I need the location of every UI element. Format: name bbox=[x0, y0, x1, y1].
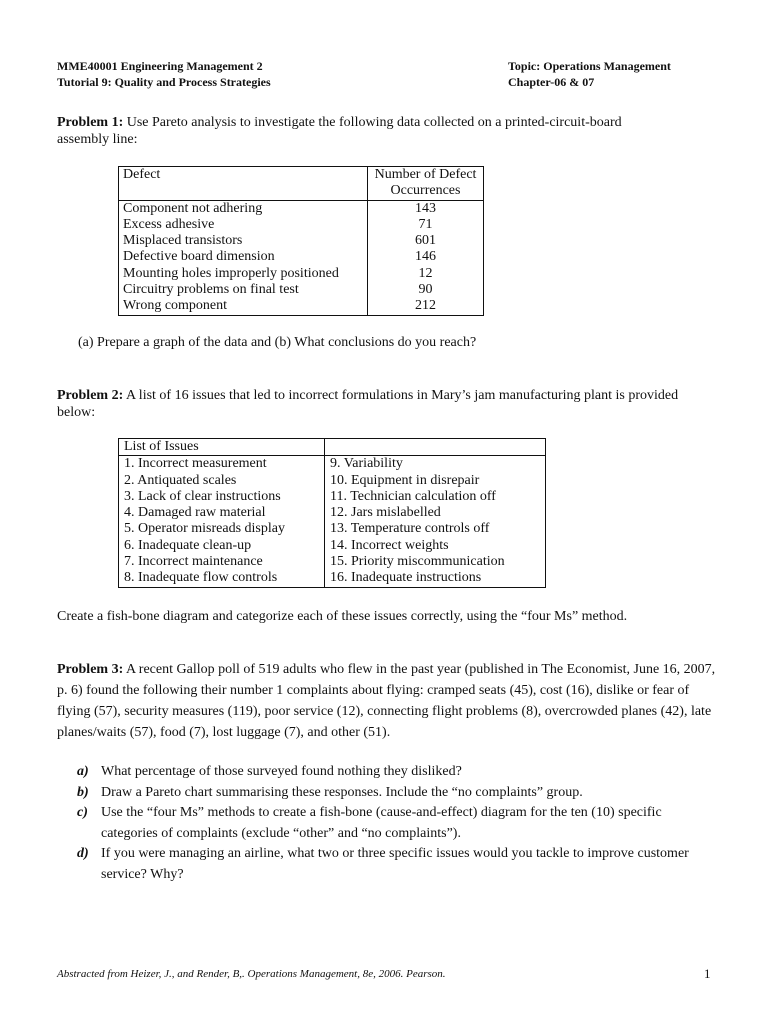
problem-1-text: Use Pareto analysis to investigate the following data collected on a printed-circuit-board assembly line: bbox=[57, 115, 622, 147]
problem-1-label: Problem 1: bbox=[57, 115, 124, 130]
question-letter: a) bbox=[77, 764, 89, 779]
problem-3-questions bbox=[77, 762, 717, 885]
defect-name-cell: Excess adhesive bbox=[119, 217, 368, 233]
defect-count-cell: 12 bbox=[368, 266, 484, 282]
question-item bbox=[77, 803, 717, 844]
defect-row bbox=[119, 217, 484, 233]
problem-3-statement bbox=[57, 659, 717, 743]
occurrences-header-line1: Number of Defect bbox=[374, 167, 477, 182]
question-letter: b) bbox=[77, 784, 89, 800]
issue-row bbox=[119, 570, 546, 587]
question-letter: c) bbox=[77, 805, 88, 820]
issue-row bbox=[119, 521, 546, 537]
defect-name-cell: Wrong component bbox=[119, 298, 368, 315]
defect-row bbox=[119, 298, 484, 315]
issues-table bbox=[118, 438, 546, 588]
problem-1-statement bbox=[57, 115, 677, 148]
issue-right-cell: 13. Temperature controls off bbox=[325, 521, 546, 537]
tutorial-title: Tutorial 9: Quality and Process Strategies bbox=[57, 75, 271, 89]
defect-row bbox=[119, 266, 484, 282]
issue-right-cell: 14. Incorrect weights bbox=[325, 538, 546, 554]
issue-row bbox=[119, 489, 546, 505]
issue-row bbox=[119, 554, 546, 570]
defect-row bbox=[119, 200, 484, 217]
defect-count-cell: 143 bbox=[368, 200, 484, 217]
topic-label: Topic: Operations Management bbox=[508, 59, 671, 73]
defect-name-cell: Misplaced transistors bbox=[119, 233, 368, 249]
issue-right-cell: 9. Variability bbox=[325, 456, 546, 473]
defect-count-cell: 601 bbox=[368, 233, 484, 249]
issue-row bbox=[119, 505, 546, 521]
problem-2-instruction: Create a fish-bone diagram and categorize each of these issues correctly, using the “four Ms” method. bbox=[57, 609, 628, 624]
issue-left-cell: 8. Inadequate flow controls bbox=[119, 570, 325, 587]
question-letter: d) bbox=[77, 846, 89, 861]
issue-row bbox=[119, 473, 546, 489]
issue-right-cell: 16. Inadequate instructions bbox=[325, 570, 546, 587]
issue-right-cell: 15. Priority miscommunication bbox=[325, 554, 546, 570]
problem-1-question: (a) Prepare a graph of the data and (b) What conclusions do you reach? bbox=[78, 335, 477, 350]
issue-row bbox=[119, 456, 546, 473]
issue-right-cell: 11. Technician calculation off bbox=[325, 489, 546, 505]
defect-count-cell: 212 bbox=[368, 298, 484, 315]
issue-left-cell: 1. Incorrect measurement bbox=[119, 456, 325, 473]
defect-count-cell: 71 bbox=[368, 217, 484, 233]
issue-right-cell: 10. Equipment in disrepair bbox=[325, 473, 546, 489]
question-item bbox=[77, 844, 717, 885]
defect-name-cell: Circuitry problems on final test bbox=[119, 282, 368, 298]
course-title: MME40001 Engineering Management 2 bbox=[57, 59, 263, 73]
question-text: What percentage of those surveyed found nothing they disliked? bbox=[101, 764, 462, 779]
issues-header-left: List of Issues bbox=[119, 439, 325, 456]
occurrences-column-header bbox=[368, 167, 484, 201]
issue-left-cell: 3. Lack of clear instructions bbox=[119, 489, 325, 505]
chapter-label: Chapter-06 & 07 bbox=[508, 75, 595, 89]
issue-right-cell: 12. Jars mislabelled bbox=[325, 505, 546, 521]
defect-count-cell: 90 bbox=[368, 282, 484, 298]
problem-3-text: A recent Gallop poll of 519 adults who flew in the past year (published in The Economist, June 16, 2007, p. 6) found the following their number 1 complaints about flying: cramped seats (45), cost (16), dislike or fear of flying (57), security measures (119), poor service (12), connecting flight problems (8), overcrowded planes (42), late planes/waits (57), food (7), lost luggage (7), and other (51). bbox=[57, 662, 716, 740]
defect-table-header bbox=[119, 167, 484, 201]
defect-row bbox=[119, 233, 484, 249]
question-text: Use the “four Ms” methods to create a fish-bone (cause-and-effect) diagram for the ten (10) specific categories of complaints (exclude “other” and “no complaints”). bbox=[101, 805, 662, 841]
defect-name-cell: Defective board dimension bbox=[119, 249, 368, 265]
defect-name-cell: Mounting holes improperly positioned bbox=[119, 266, 368, 282]
question-text: Draw a Pareto chart summarising these responses. Include the “no complaints” group. bbox=[101, 784, 583, 800]
defect-column-header: Defect bbox=[119, 167, 368, 201]
page-number: 1 bbox=[704, 966, 711, 981]
defect-row bbox=[119, 249, 484, 265]
issues-header-right bbox=[325, 439, 546, 456]
problem-2-statement bbox=[57, 388, 687, 421]
question-text: If you were managing an airline, what two or three specific issues would you tackle to improve customer service? Why? bbox=[101, 846, 689, 882]
question-item bbox=[77, 762, 717, 783]
issue-row bbox=[119, 538, 546, 554]
defect-table bbox=[118, 166, 484, 316]
problem-2-label: Problem 2: bbox=[57, 388, 124, 403]
issue-left-cell: 5. Operator misreads display bbox=[119, 521, 325, 537]
footer-citation: Abstracted from Heizer, J., and Render, B,. Operations Management, 8e, 2006. Pearson. bbox=[57, 968, 446, 980]
issue-left-cell: 2. Antiquated scales bbox=[119, 473, 325, 489]
issue-left-cell: 7. Incorrect maintenance bbox=[119, 554, 325, 570]
issue-left-cell: 6. Inadequate clean-up bbox=[119, 538, 325, 554]
occurrences-header-line2: Occurrences bbox=[390, 183, 461, 199]
defect-count-cell: 146 bbox=[368, 249, 484, 265]
question-item bbox=[77, 783, 717, 804]
issues-table-header bbox=[119, 439, 546, 456]
problem-2-text: A list of 16 issues that led to incorrect formulations in Mary’s jam manufacturing plant is provided below: bbox=[57, 388, 679, 420]
problem-3-label: Problem 3: bbox=[57, 662, 124, 677]
defect-name-cell: Component not adhering bbox=[119, 200, 368, 217]
defect-row bbox=[119, 282, 484, 298]
issue-left-cell: 4. Damaged raw material bbox=[119, 505, 325, 521]
